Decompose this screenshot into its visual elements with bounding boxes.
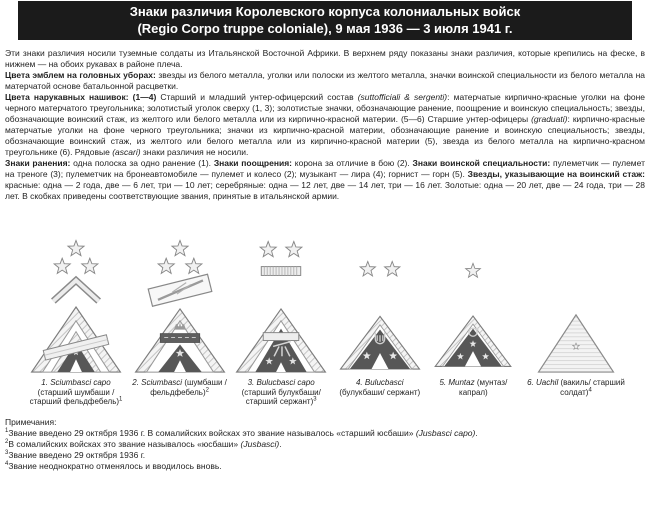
star-icon <box>360 261 375 276</box>
star-icon <box>172 240 188 255</box>
sleeve-triangle <box>135 309 224 372</box>
star-icon <box>82 258 98 273</box>
insignia-figure-2 <box>130 238 230 407</box>
footnote-3: $^3$Звание введено 29 октября 1936 г. <box>5 449 146 460</box>
sleeve-triangle <box>436 316 512 366</box>
title-line2: (Regio Corpo truppe coloniale), 9 мая 1936 — 3 июля 1941 г. <box>137 21 513 36</box>
insignia-art-muntaz <box>428 238 518 376</box>
insignia-figure-6 <box>520 238 632 407</box>
paragraph-signs: Знаки ранения: одна полоска за одно ранение (1). Знаки поощрения: корона за отличие в бою (2). Знаки воинской специальности: пулеметчик — пулемет на треноге (3); пулеметчик на бронеавтомобиле — пулемет и колесо (2); музыкант — лира (4); горнист — горн (5). Звезды, указывающие на воинский стаж: красные: одна — 2 года, две — 6 лет, три — 10 лет; серебряные: одна — 12 лет, две — 14 лет, три — 16 лет. Золотые: одна — 20 лет, две — 24 года, три — 28 лет. В скобках приведены соответствующие звания, принятые в итальянской армии. <box>5 158 646 201</box>
insignia-row <box>0 236 650 407</box>
insignia-figure-1 <box>24 238 128 407</box>
insignia-art-bulucbasci <box>333 238 427 376</box>
insignia-art-sciumbasci-capo <box>26 238 126 376</box>
star-icon <box>54 258 70 273</box>
insignia-caption: 1. Sciumbasci capo (старший шумбаши / старший фельдфебель)$^1$ <box>29 378 123 406</box>
star-icon <box>68 240 84 255</box>
star-icon <box>260 241 276 256</box>
sleeve-triangle <box>340 316 419 369</box>
insignia-art-bulucbasci-capo <box>231 238 331 376</box>
footnote-1: $^1$Звание введено 29 октября 1936 г. В сомалийских войсках это звание называлось «старший юсбаши» (Jusbasci capo). <box>5 427 478 438</box>
sleeve-triangle <box>539 315 614 372</box>
title-bar <box>18 1 632 40</box>
sleeve-triangle <box>237 309 326 372</box>
star-icon <box>384 261 399 276</box>
band-icon <box>263 333 298 341</box>
insignia-caption: 3. Bulucbasci capo (старший булукбаши/ старший сержант)$^3$ <box>241 378 321 406</box>
insignia-caption: 2. Sciumbasci (шумбаши / фельдфебель)$^2$ <box>132 378 227 397</box>
page <box>0 1 650 516</box>
insignia-art-sciumbasci <box>130 238 230 376</box>
footnote-2: $^2$В сомалийских войсках это звание называлось «юсбаши» (Jusbasci). <box>5 438 282 449</box>
footnote-4: $^4$Звание неоднократно отменялось и вводилось вновь. <box>5 460 222 471</box>
insignia-figure-5 <box>428 238 518 407</box>
paragraph-intro: Эти знаки различия носили туземные солдаты из Итальянской Восточной Африки. В верхнем ряду показаны знаки различия, которые крепились на феске, в нижнем — на обоих рукавах в районе плеча. <box>5 48 645 69</box>
insignia-caption: 4. Bulucbasci (булукбаши/ сержант) <box>339 378 421 397</box>
insignia-caption: 5. Muntaz (мунтаз/ капрал) <box>439 378 508 397</box>
insignia-art-uachil <box>520 238 632 376</box>
insignia-figure-3 <box>231 238 331 407</box>
star-icon <box>286 241 302 256</box>
braid-bar-icon <box>261 267 300 276</box>
title-line1: Знаки различия Королевского корпуса колониальных войск <box>129 4 521 19</box>
footnotes <box>0 407 650 472</box>
paragraph-sleeve-colors: Цвета нарукавных нашивок: (1—4) Старший и младший унтер-офицерский состав (suttofficiali & sergenti): матерчатые кирпично-красные уголки на фоне черного матерчатого треугольника; золотистый уголок сверху (1, 3); золотистые значки, обозначающие ранение, поощрение и воинскую специальность; звезды, обозначающие воинский стаж, из желтого или белого металла или из кирпично-красной материи. (5—6) Старшие унтер-офицеры (graduati): кирпично-красные матерчатые уголки на фоне черного треугольника; значки из кирпично-красной материи, обозначающие ранение и воинскую специальность; звезды, обозначающие воинский стаж, из желтого или белого металла или из кирпично-красной материи (5), звезда из белого металла на кирпично-красном треугольнике (6). Рядовые (ascari) знаки различия не носили. <box>5 92 645 157</box>
star-icon <box>466 263 481 277</box>
insignia-figure-4 <box>333 238 427 407</box>
description-text <box>0 40 650 236</box>
sleeve-triangle <box>32 307 121 372</box>
footnotes-title: Примечания: <box>5 416 57 427</box>
mg-plaque-icon <box>148 274 212 306</box>
chevron-icon <box>53 280 98 301</box>
star-icon <box>185 258 201 273</box>
star-icon <box>158 258 174 273</box>
paragraph-headgear-colors: Цвета эмблем на головных уборах: звезды из белого металла, уголки или полоски из желтого металла, значки воинской специальности из белого металла на матерчатой основе батальонной расцветки. <box>5 70 645 91</box>
insignia-caption: 6. Uachil (вакиль/ старший солдат)$^4$ <box>527 378 625 397</box>
